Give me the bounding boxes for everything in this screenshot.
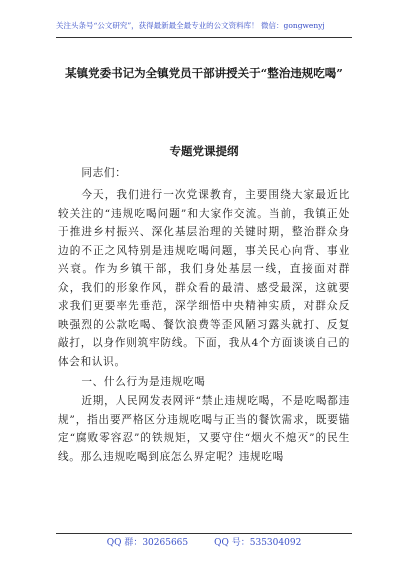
page-footer xyxy=(56,537,352,549)
header-divider xyxy=(56,37,352,38)
document-title: 某镇党委书记为全镇党员干部讲授关于“整治违规吃喝” xyxy=(65,66,343,80)
section-heading: 一、什么行为是违规吃喝 xyxy=(81,375,206,388)
body-paragraph-intro: 今天，我们进行一次党课教育，主要围绕大家最近比较关注的“违规吃喝问题”和大家作交流。当前，我镇正处于推进乡村振兴、深化基层治理的关键时期，整治群众身边的不正之风特别是违规吃喝问题，事关民心向背、事业兴衰。作为乡镇干部，我们身处基层一线，直接面对群众，我们的形象作风，群众看的最清、感受最深，这就要求我们更要率先垂范，深学细悟中央精神实质，对群众反映强烈的公款吃喝、餐饮浪费等歪风陋习露头就打、反复敲打，以身作则筑牢防线。下面，我从4个方面谈谈自己的体会和认识。 xyxy=(58,189,350,368)
document-body xyxy=(58,164,350,466)
document-subtitle: 专题党课提纲 xyxy=(169,144,239,158)
greeting: 同志们： xyxy=(81,167,127,179)
footer-divider xyxy=(56,533,352,534)
footer-qq-number: QQ 号：535304092 xyxy=(214,538,302,548)
footer-qq-group: QQ 群：30265665 xyxy=(106,538,189,548)
body-paragraph-section-1: 近期，人民网发表网评“禁止违规吃喝，不是吃喝都违规”，指出要严格区分违规吃喝与正当的餐饮需求，既要锚定“腐败零容忍”的铁规矩，又要守住“烟火不熄灭”的民生线。那么违规吃喝到底怎么界定呢？违规吃喝 xyxy=(58,395,350,463)
page-header-promo: 关注头条号“公文研究”，获得最新最全最专业的公文资料库！ 微信：gongwenyj xyxy=(56,21,325,30)
